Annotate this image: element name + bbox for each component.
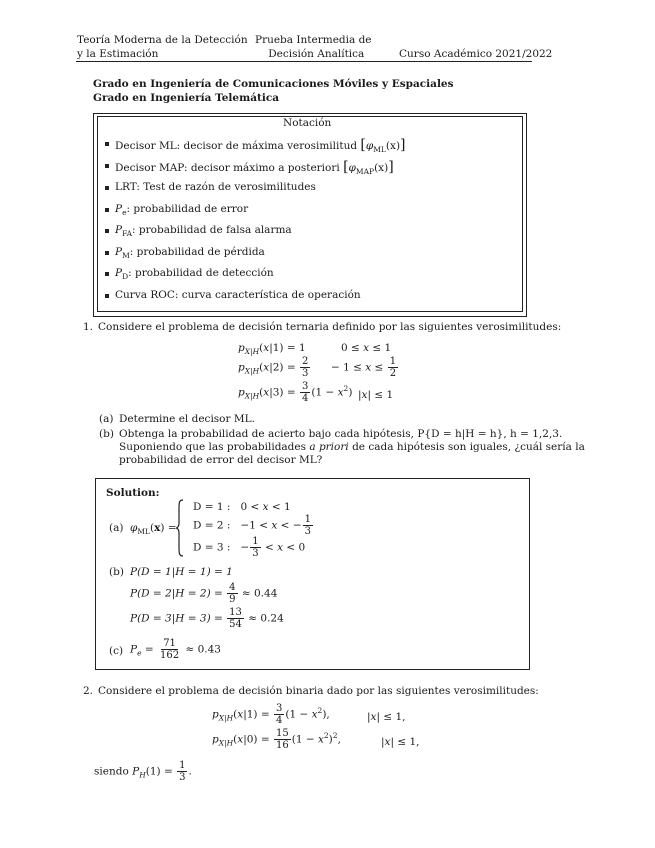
phi-symbol: φ bbox=[348, 162, 356, 174]
part-b-line1: Obtenga la probabilidad de acierto bajo cada hipótesis, P{D = h|H = h}, h = 1,2,3. bbox=[119, 428, 563, 440]
notation-item-pfa bbox=[115, 224, 292, 238]
academic-year: Curso Académico 2021/2022 bbox=[399, 48, 553, 60]
problem-2-number: 2. bbox=[83, 685, 94, 697]
likelihood-1-support: 0 ≤ x ≤ 1 bbox=[341, 342, 392, 354]
problem-1-number: 1. bbox=[83, 321, 94, 333]
prob-correct-2 bbox=[130, 582, 277, 605]
prob-correct-2-approx: ≈ 0.44 bbox=[241, 587, 278, 600]
notation-item-pm-text: : probabilidad de pérdida bbox=[129, 246, 265, 258]
course-title-line1: Teoría Moderna de la Detección bbox=[77, 34, 248, 46]
prob-error: $P_e$ = $\frac{71}{162}$ ≈ 0.43 bbox=[130, 638, 221, 661]
fraction-denominator: 54 bbox=[229, 619, 242, 630]
bullet bbox=[105, 294, 109, 298]
notation-item-map: Decisor MAP: decisor máximo a posteriori $[\varphi_{MAP}(x)]$ bbox=[115, 159, 394, 177]
binary-likelihood-0-support: |x| ≤ 1, bbox=[381, 736, 420, 748]
prob-correct-3-lhs: P(D = 3|H = 3) = bbox=[130, 612, 223, 625]
solution-c-label: (c) bbox=[109, 645, 124, 657]
fraction-numerator: 13 bbox=[229, 607, 242, 618]
decision-d2: D = 2 : −1 < x < − $\frac{1}{3}$ bbox=[193, 514, 311, 537]
course-title bbox=[77, 33, 248, 61]
likelihood-3: $p_{X|H}(x|3)$ = $\frac{3}{4}$ $(1 - x^2)$ bbox=[238, 381, 353, 404]
part-b-line2-b: de cada hipótesis son iguales, ¿cuál sería la bbox=[348, 441, 585, 453]
notation-item-pfa-text: : probabilidad de falsa alarma bbox=[132, 224, 292, 236]
prob-correct-2-lhs: P(D = 2|H = 2) = bbox=[130, 587, 223, 600]
problem-1-statement: Considere el problema de decisión ternaria definido por las siguientes verosimilitudes: bbox=[98, 321, 562, 333]
p-symbol: P bbox=[115, 246, 123, 258]
solution-title: Solution: bbox=[106, 487, 160, 499]
p-symbol: P bbox=[115, 224, 123, 236]
prior-statement: siendo $P_H(1)$ = $\frac{1}{3}$ . bbox=[94, 760, 192, 783]
bullet bbox=[105, 251, 109, 255]
notation-item-pe-text: : probabilidad de error bbox=[126, 203, 249, 215]
fraction: $\frac{3}{4}$ bbox=[301, 381, 309, 404]
course-title-line2: y la Estimación bbox=[77, 48, 159, 60]
decision-d1: D = 1 : 0 < x < 1 bbox=[193, 501, 291, 513]
bullet bbox=[105, 164, 109, 168]
likelihood-1: $p_{X|H}(x|1) = 1$ bbox=[238, 342, 306, 357]
bullet bbox=[105, 186, 109, 190]
decision-d1-label: D = 1 : bbox=[193, 501, 231, 513]
fraction: $\frac{2}{3}$ bbox=[301, 356, 309, 379]
phi-symbol: φ bbox=[365, 140, 374, 152]
fraction: $\frac{1}{2}$ bbox=[389, 356, 397, 379]
notation-item-roc: Curva ROC: curva característica de operación bbox=[115, 289, 361, 301]
p-sub: e bbox=[122, 208, 127, 218]
fraction-denominator: 9 bbox=[229, 594, 236, 605]
notation-item-pd bbox=[115, 267, 274, 281]
bullet bbox=[105, 208, 109, 212]
fraction: $\frac{3}{4}$ bbox=[275, 703, 283, 726]
notation-item-pm bbox=[115, 246, 265, 260]
p-sub: D bbox=[122, 272, 129, 282]
degree-2: Grado en Ingeniería Telemática bbox=[93, 92, 280, 104]
phi-sub: MAP bbox=[355, 167, 375, 177]
prob-error-approx: ≈ 0.43 bbox=[185, 643, 221, 656]
exam-title bbox=[255, 33, 372, 61]
part-b-line2-italic: a priori bbox=[309, 441, 349, 453]
likelihood-2: $p_{X|H}(x|2)$ = $\frac{2}{3}$ bbox=[238, 356, 309, 379]
fraction: $\frac{1}{3}$ bbox=[252, 536, 259, 559]
notation-item-lrt: LRT: Test de razón de verosimilitudes bbox=[115, 181, 316, 193]
phi-arg: (x) bbox=[374, 162, 389, 174]
part-b-line3: probabilidad de error del decisor ML? bbox=[119, 454, 323, 466]
p-sub: FA bbox=[122, 229, 133, 239]
decision-d2-label: D = 2 : bbox=[193, 519, 231, 532]
decision-brace bbox=[176, 499, 184, 557]
exam-title-line1: Prueba Intermedia de bbox=[255, 34, 372, 46]
fraction-numerator: 71 bbox=[163, 638, 176, 649]
binary-likelihood-0: $p_{X|H}(x|0)$ = $\frac{15}{16}$ $(1 - x^2)^2$, bbox=[212, 728, 341, 751]
fraction bbox=[227, 607, 244, 630]
prob-correct-3-approx: ≈ 0.24 bbox=[248, 612, 284, 625]
problem-2-statement: Considere el problema de decisión binaria dado por las siguientes verosimilitudes: bbox=[98, 685, 539, 697]
fraction-denominator: 162 bbox=[160, 650, 180, 661]
solution-b-label: (b) bbox=[109, 566, 124, 578]
fraction-numerator: 4 bbox=[229, 582, 236, 593]
p-symbol: P bbox=[115, 203, 123, 215]
prior-being-text: siendo bbox=[94, 765, 129, 778]
decision-d3-label: D = 3 : bbox=[193, 541, 231, 554]
notation-title: Notación bbox=[283, 117, 332, 129]
degree-1: Grado en Ingeniería de Comunicaciones Móviles y Espaciales bbox=[93, 78, 454, 90]
part-b-line2-a: Suponiendo que las probabilidades bbox=[119, 441, 310, 453]
p-sub: M bbox=[122, 251, 130, 261]
fraction: $\frac{1}{3}$ bbox=[179, 760, 186, 783]
likelihood-3-support: |x| ≤ 1 bbox=[358, 389, 394, 401]
phi-ml-decisor: $\varphi_{ML}(x)$ = bbox=[130, 522, 177, 537]
notation-item-map-text: Decisor MAP: decisor máximo a posteriori bbox=[115, 162, 340, 174]
notation-item-pd-text: : probabilidad de detección bbox=[128, 267, 274, 279]
p-symbol: P bbox=[115, 267, 123, 279]
part-b-line2 bbox=[119, 441, 585, 453]
fraction: $\frac{15}{16}$ bbox=[275, 728, 289, 751]
bullet bbox=[105, 142, 109, 146]
phi-arg: (x) bbox=[385, 140, 401, 152]
fraction bbox=[158, 638, 181, 661]
bullet bbox=[105, 229, 109, 233]
part-b-label: (b) bbox=[99, 428, 114, 440]
part-a-label: (a) bbox=[99, 413, 114, 425]
header-rule bbox=[76, 61, 532, 62]
part-a-text: Determine el decisor ML. bbox=[119, 413, 255, 425]
notation-item-ml-text: Decisor ML: decisor de máxima verosimilitud bbox=[115, 140, 358, 152]
decision-d3: D = 3 : − $\frac{1}{3}$ < x < 0 bbox=[193, 536, 306, 559]
binary-likelihood-1: $p_{X|H}(x|1)$ = $\frac{3}{4}$ $(1 - x^2)$, bbox=[212, 703, 330, 726]
notation-item-pe bbox=[115, 203, 248, 217]
binary-likelihood-1-support: |x| ≤ 1, bbox=[367, 711, 406, 723]
fraction bbox=[227, 582, 237, 605]
fraction: $\frac{1}{3}$ bbox=[304, 514, 311, 537]
bullet bbox=[105, 272, 109, 276]
likelihood-2-support: − 1 ≤ x ≤ $\frac{1}{2}$ bbox=[331, 356, 397, 379]
exam-title-line2: Decisión Analítica bbox=[268, 48, 365, 60]
prob-correct-1: P(D = 1|H = 1) = 1 bbox=[130, 566, 233, 578]
phi-sub: ML bbox=[373, 145, 386, 155]
solution-a-label: (a) bbox=[109, 522, 124, 534]
prob-correct-3 bbox=[130, 607, 284, 630]
notation-item-ml: Decisor ML: decisor de máxima verosimilitud $[\varphi_{ML}(x)]$ bbox=[115, 137, 406, 155]
